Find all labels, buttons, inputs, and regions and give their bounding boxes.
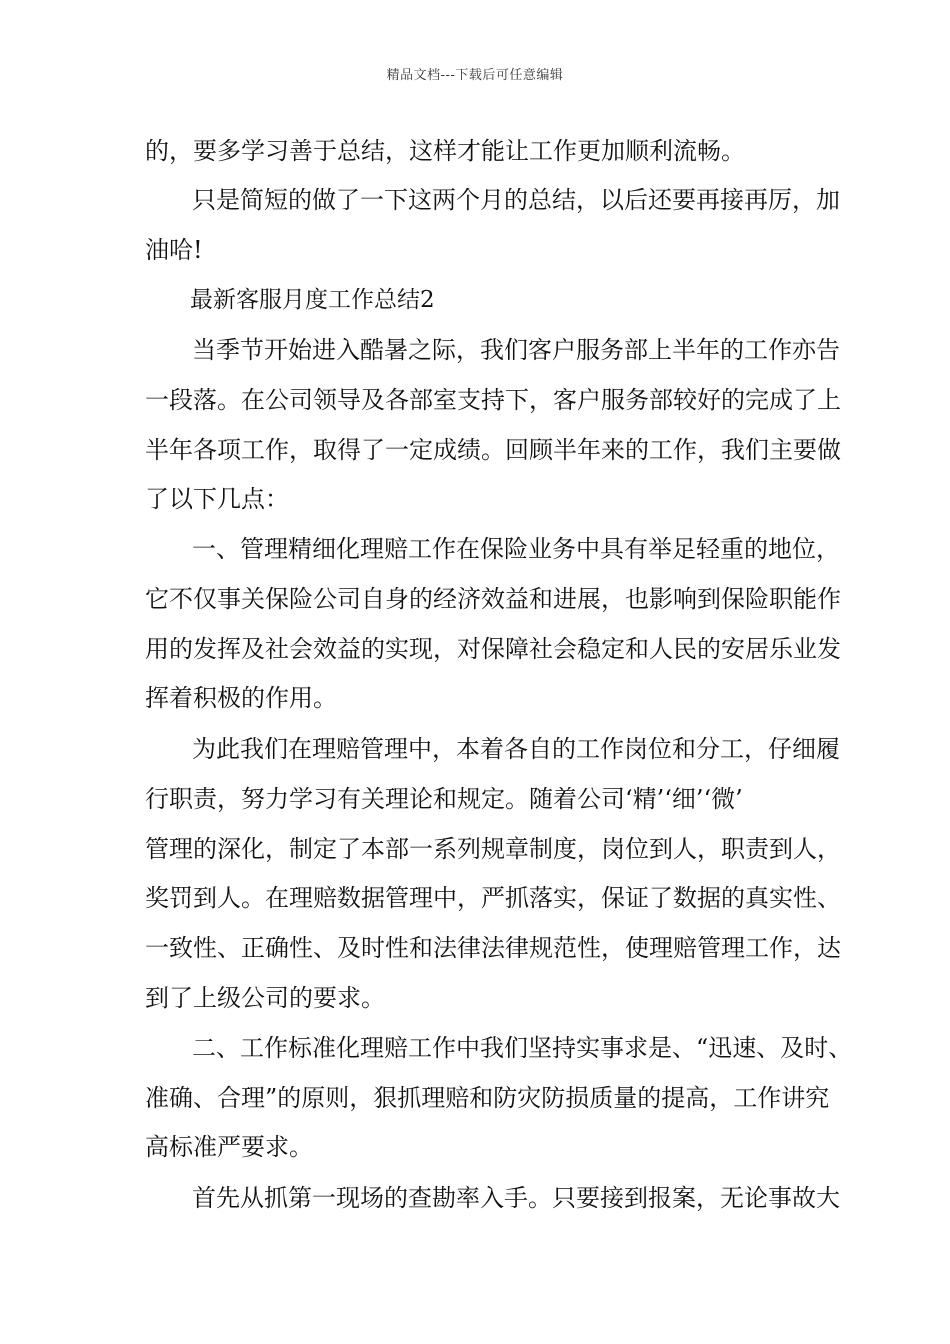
body-line-7: 半年各项工作，取得了一定成绩。回顾半年来的工作，我们主要做 <box>145 436 841 464</box>
body-line-6: 一段落。在公司领导及各部室支持下，客户服务部较好的完成了上 <box>145 386 841 414</box>
body-line-17: 一致性、正确性、及时性和法律法律规范性，使理赔管理工作，达 <box>145 934 841 962</box>
body-line-14: 行职责，努力学习有关理论和规定。随着公司‘精’‘细’‘微’ <box>145 785 743 813</box>
section-heading: 最新客服月度工作总结2 <box>190 287 435 313</box>
body-line-21: 高标准严要求。 <box>145 1133 313 1161</box>
body-line-19: 二、工作标准化理赔工作中我们坚持实事求是、“迅速、及时、 <box>192 1034 853 1062</box>
body-line-13: 为此我们在理赔管理中，本着各自的工作岗位和分工，仔细履 <box>192 735 840 763</box>
body-line-11: 用的发挥及社会效益的实现，对保障社会稳定和人民的安居乐业发 <box>145 635 841 663</box>
body-line-20: 准确、合理”的原则，狠抓理赔和防灾防损质量的提高，工作讲究 <box>145 1084 830 1112</box>
body-line-2: 只是简短的做了一下这两个月的总结，以后还要再接再厉，加 <box>192 186 840 214</box>
body-line-9: 一、管理精细化理赔工作在保险业务中具有举足轻重的地位， <box>192 535 840 563</box>
body-line-10: 它不仅事关保险公司自身的经济效益和进展，也影响到保险职能作 <box>145 585 841 613</box>
body-line-1: 的，要多学习善于总结，这样才能让工作更加顺利流畅。 <box>145 137 745 165</box>
body-line-5: 当季节开始进入酷暑之际，我们客户服务部上半年的工作亦告 <box>192 336 840 364</box>
body-line-12: 挥着积极的作用。 <box>145 684 337 712</box>
body-line-16: 奖罚到人。在理赔数据管理中，严抓落实，保证了数据的真实性、 <box>145 884 841 912</box>
body-line-3: 油哈! <box>145 236 203 264</box>
body-line-22: 首先从抓第一现场的查勘率入手。只要接到报案，无论事故大 <box>192 1184 840 1212</box>
body-line-15: 管理的深化，制定了本部一系列规章制度，岗位到人，职责到人， <box>145 835 841 863</box>
body-line-18: 到了上级公司的要求。 <box>145 984 385 1012</box>
body-line-8: 了以下几点： <box>145 485 289 513</box>
page-header: 精品文档---下载后可任意编辑 <box>386 68 564 83</box>
